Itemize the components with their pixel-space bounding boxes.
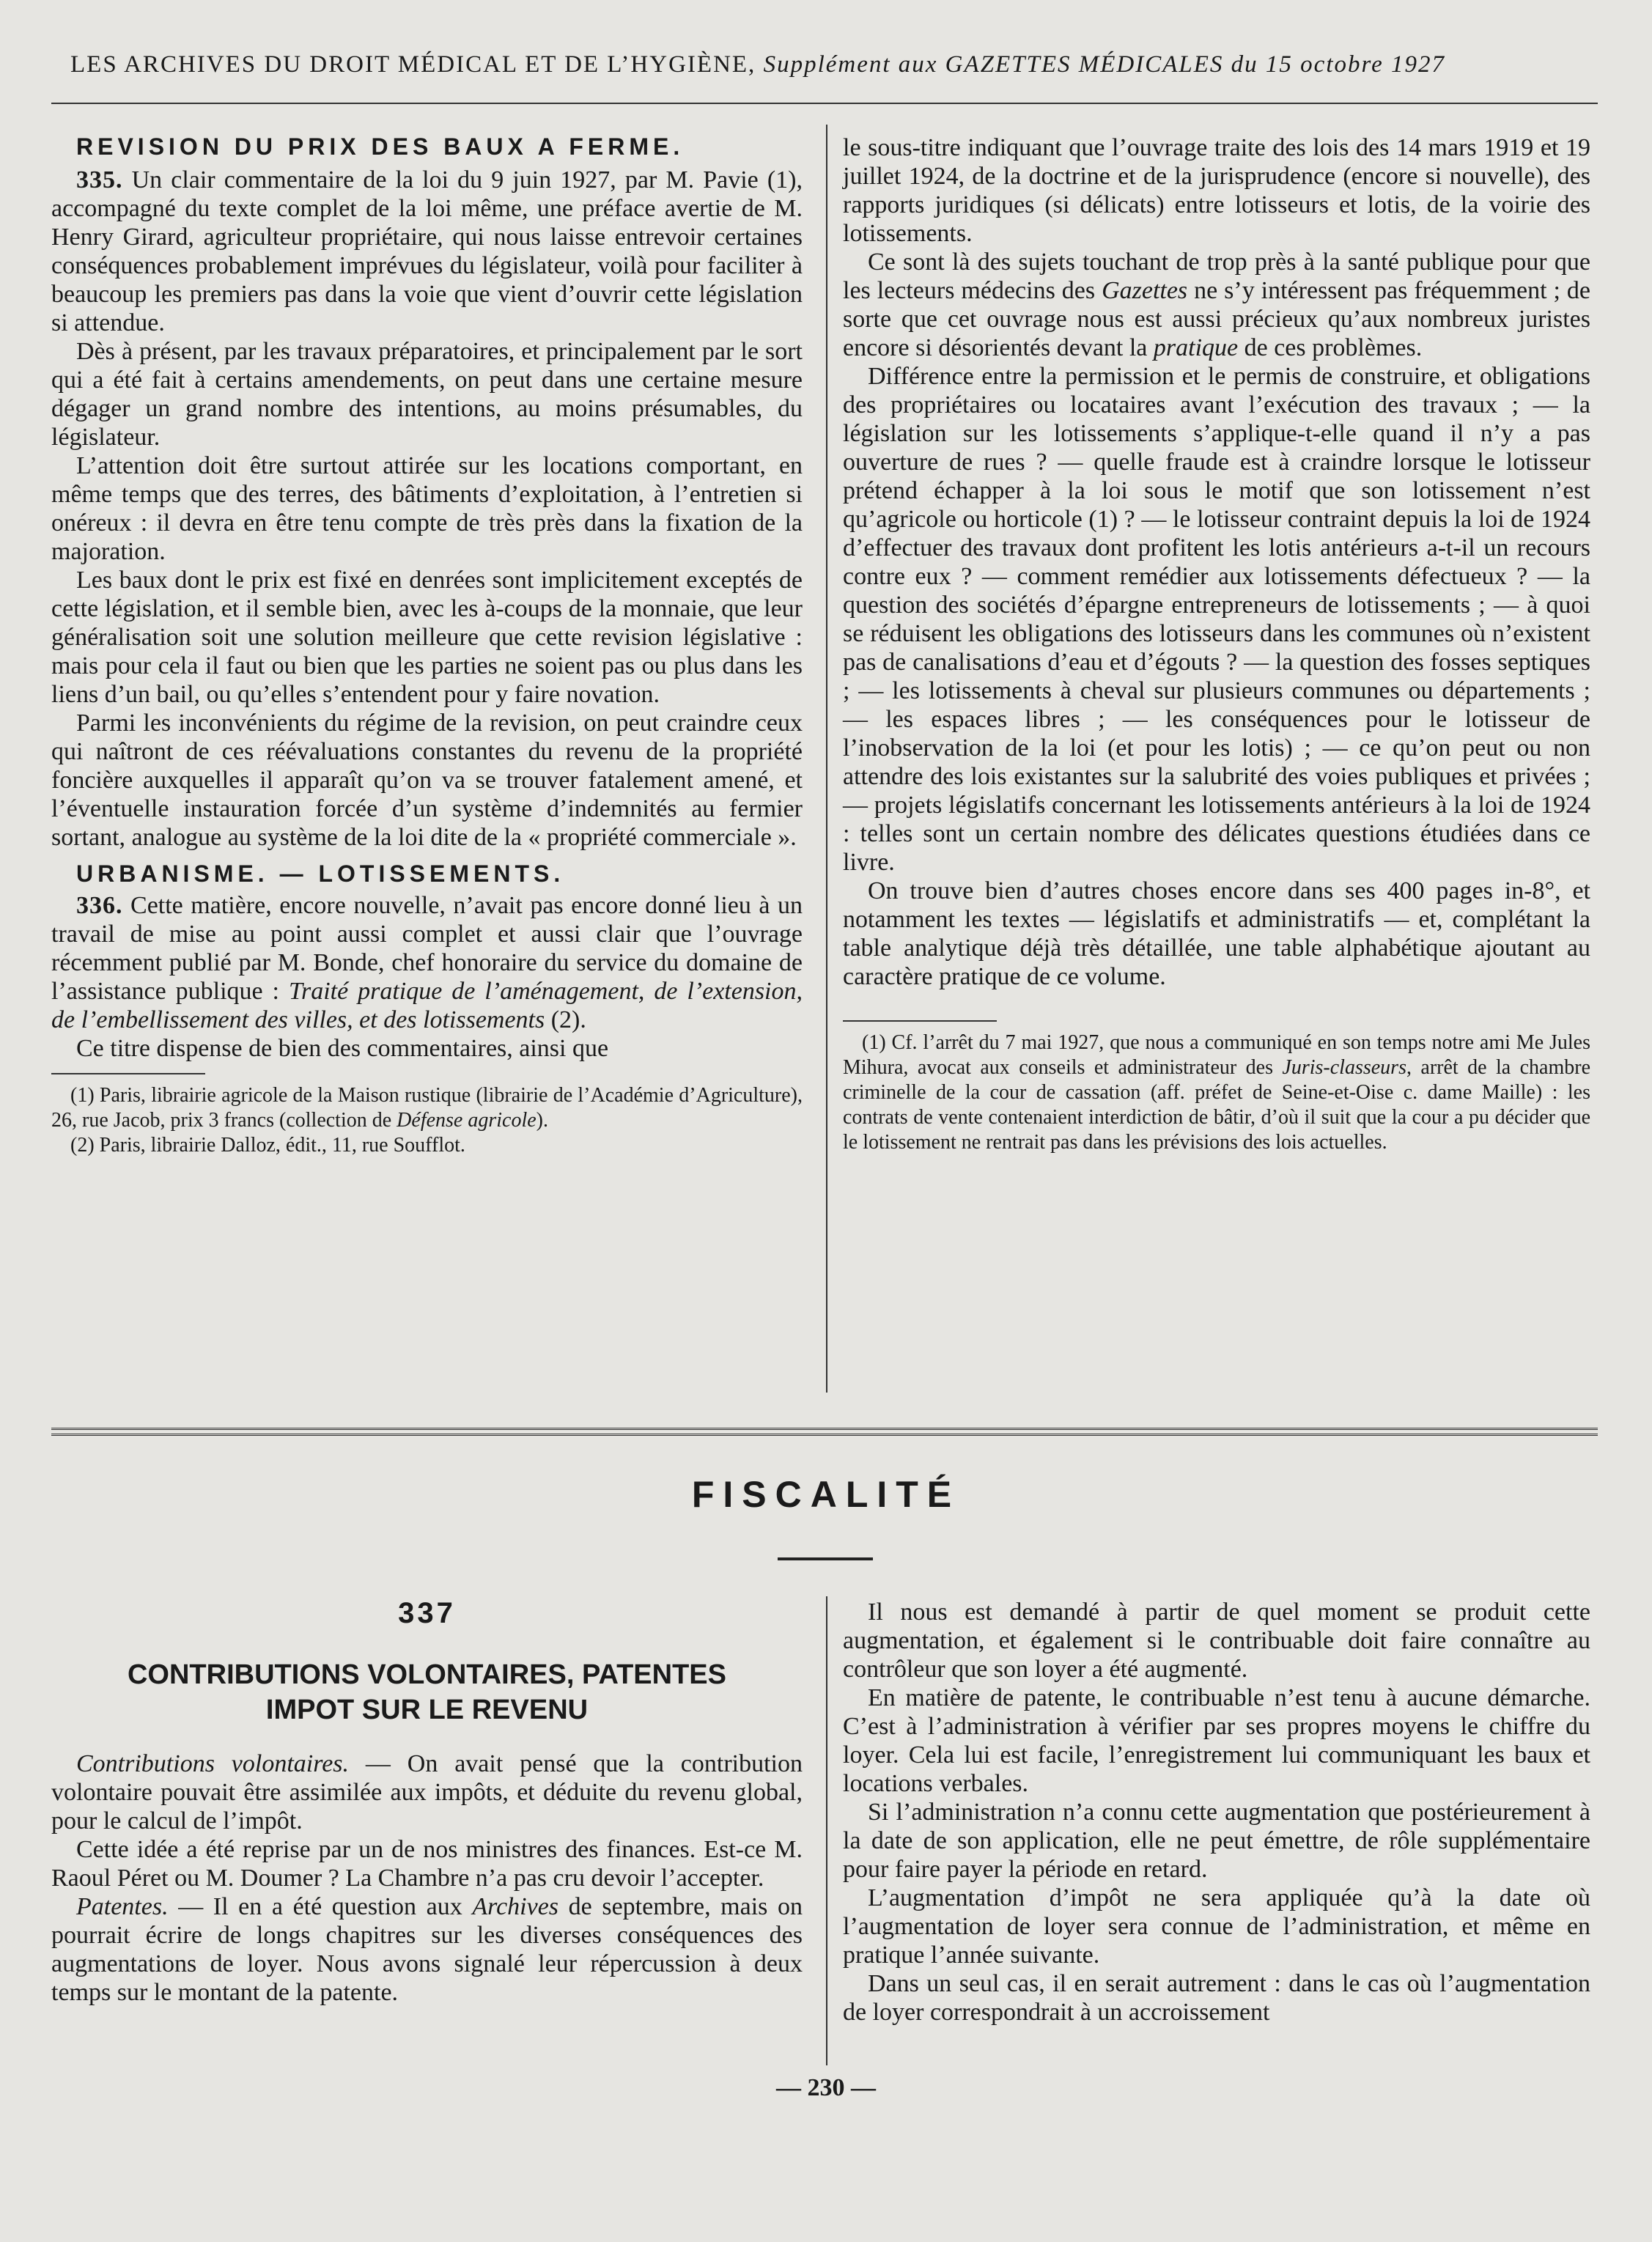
paragraph: Ce titre dispense de bien des commentaires, ainsi que [76, 1035, 609, 1062]
column-divider-top [826, 125, 827, 1393]
subheading-patentes: Patentes. [76, 1893, 169, 1920]
article-number-337: 337 [398, 1597, 456, 1629]
running-header [70, 51, 1580, 78]
footnote-ref: (2). [550, 1006, 586, 1033]
paragraph [51, 1892, 803, 2007]
title-underline [778, 1557, 873, 1560]
header-suffix: Supplément aux GAZETTES MÉDICALES du 15 octobre 1927 [763, 51, 1446, 78]
header-prefix: LES ARCHIVES DU DROIT MÉDICAL ET DE L’HYGIÈNE, [70, 51, 756, 78]
journal-name: Archives [472, 1893, 559, 1920]
paragraph-text: Ce sont là des sujets touchant de trop près à la santé publique pour que les lecteurs médecins des [843, 248, 1590, 304]
column-divider-bottom [826, 1596, 827, 2065]
paragraph: Différence entre la permission et le permis de construire, et obligations des propriétaires ou locataires avant l’exécution des travaux ; — la législation sur les lotissements s’applique-t-elle quand il n’y a pas ouverture de rues ? — quelle fraude est à craindre lorsque le lotisseur prétend échapper à la loi sous le motif que son lotissement n’est qu’agricole ou horticole (1) ? — le lotisseur contraint depuis la loi de 1924 d’effectuer des travaux dont profitent les lotis antérieurs a-t-il un recours contre eux ? — comment remédier aux lotissements défectueux ? — la question des sociétés d’épargne entrepreneurs de lotissements ; — à quoi se réduisent les obligations des lotisseurs dans les communes où n’existent pas de canalisations d’eau et d’égouts ? — la question des fosses septiques ; — les lotissements à cheval sur plusieurs communes ou départements ; — les espaces libres ; — les conséquences pour le lotisseur de l’inobservation de la loi (et pour les lotis) ; — ce qu’on peut ou non attendre des lois existantes sur la salubrité des voies publiques et privées ; — projets législatifs concernant les lotissements antérieurs à la loi de 1924 : telles sont un certain nombre des délicates questions étudiées dans ce livre. [843, 363, 1590, 876]
paragraph-text: de ces problèmes. [1244, 334, 1423, 361]
section-heading-urbanisme: URBANISME. — LOTISSEMENTS. [76, 860, 565, 887]
footnote-rule [843, 1020, 997, 1022]
paragraph [843, 248, 1590, 362]
footnote-1-right [843, 1030, 1590, 1155]
paragraph-336 [51, 891, 803, 1034]
article-title-line-1: CONTRIBUTIONS VOLONTAIRES, PATENTES [127, 1659, 727, 1690]
article-number-335: 335. [76, 166, 123, 193]
paragraph: Il nous est demandé à partir de quel moment se produit cette augmentation, et également si le contribuable doit faire connaître au contrôleur que son loyer a été augmenté. [843, 1598, 1590, 1683]
footnote-1-text: (1) Paris, librairie agricole de la Maison rustique (librairie de l’Académie d’Agriculture), 26, rue Jacob, prix 3 francs (collection de [51, 1084, 803, 1132]
subheading-contributions: Contributions volontaires. [76, 1750, 350, 1777]
paragraph: En matière de patente, le contribuable n’est tenu à aucune démarche. C’est à l’administration à vérifier par ses propres moyens le chiffre du loyer. Cela lui est facile, l’enregistrement lui communiquant les baux et locations verbales. [843, 1684, 1590, 1797]
footnote-1-collection: Défense agricole [397, 1109, 536, 1132]
footnote-text: , arrêt de la chambre criminelle de la cour de cassation (aff. préfet de Seine-et-Oise c. dame Maille) : les contrats de vente contenaient interdiction de bâtir, d’où il suit que la cour a pu décider que le lotissement ne rentrait pas dans les prévisions des lois actuelles. [843, 1056, 1591, 1154]
left-column-top [51, 133, 803, 1158]
paragraph [51, 1749, 803, 1835]
paragraph: L’augmentation d’impôt ne sera appliquée qu’à la date où l’augmentation de loyer sera connue de l’administration, et même en pratique l’année suivante. [843, 1884, 1590, 1969]
paragraph: Cette idée a été reprise par un de nos ministres des finances. Est-ce M. Raoul Péret ou M. Doumer ? La Chambre n’a pas cru devoir l’accepter. [51, 1836, 803, 1892]
footnote-publication: Juris-classeurs [1282, 1056, 1406, 1079]
paragraph: Dès à présent, par les travaux préparatoires, et principalement par le sort qui a été fait à certains amendements, on peut dans une certaine mesure dégager un grand nombre des intentions, au moins présumables, du législateur. [51, 338, 803, 451]
article-title-line-2: IMPOT SUR LE REVENU [265, 1695, 589, 1725]
paragraph-text: — Il en a été question aux [178, 1893, 462, 1920]
paragraph-335 [51, 166, 803, 337]
footnote-1 [51, 1083, 803, 1133]
paragraph: le sous-titre indiquant que l’ouvrage traite des lois des 14 mars 1919 et 19 juillet 1924, de la doctrine et de la jurisprudence (encore si nouvelle), des rapports juridiques (si délicats) entre lotisseurs et lotis, de la voirie des lotissements. [843, 134, 1590, 247]
footnote-text: (1) Cf. l’arrêt du 7 mai 1927, que nous a communiqué en son temps notre ami Me Jules Mihura, avocat aux conseils et administrateur des [843, 1031, 1590, 1079]
paragraph-335-text: Un clair commentaire de la loi du 9 juin 1927, par M. Pavie (1), accompagné du texte complet de la loi même, une préface avertie de M. Henry Girard, agriculteur propriétaire, qui nous laisse entrevoir certaines conséquences probablement imprévues du législateur, voilà pour faciliter à beaucoup les premiers pas dans la voie que vient d’ouvrir cette législation si attendue. [51, 166, 803, 336]
footnote-1-end: ). [536, 1109, 548, 1132]
paragraph-336-text: Cette matière, encore nouvelle, n’avait pas encore donné lieu à un travail de mise au point aussi complet et aussi clair que l’ouvrage récemment publié par M. Bonde, chef honoraire du service du domaine de l’assistance publique : [51, 892, 803, 1005]
emphasis: pratique [1153, 334, 1239, 361]
paragraph-text: ne s’y intéressent pas fréquemment ; de sorte que cet ouvrage nous est aussi précieux qu’aux nombreux juristes encore si désorientés devant la [843, 277, 1591, 361]
section-double-rule-lower [51, 1434, 1598, 1436]
paragraph: Dans un seul cas, il en serait autrement : dans le cas où l’augmentation de loyer correspondrait à un accroissement [843, 1970, 1590, 2026]
article-title [51, 1657, 803, 1727]
header-rule [51, 103, 1598, 104]
paragraph: L’attention doit être surtout attirée sur les locations comportant, en même temps que des terres, des bâtiments d’exploitation, à l’entretien si onéreux : il devra en être tenu compte de très près dans la fixation de la majoration. [51, 452, 803, 565]
paragraph: Si l’administration n’a connu cette augmentation que postérieurement à la date de son application, elle ne peut émettre, de rôle supplémentaire pour faire payer la période en retard. [843, 1799, 1590, 1883]
paragraph: Parmi les inconvénients du régime de la revision, on peut craindre ceux qui naîtront de ces réévaluations constantes du revenu de la propriété foncière auxquelles il apparaît qu’on va se trouver fatalement amené, et l’éventuelle instauration forcée d’un système d’indemnités au fermier sortant, analogue au système de la loi dite de la « propriété commerciale ». [51, 709, 803, 851]
footnotes-left [51, 1083, 803, 1158]
left-column-bottom [51, 1590, 803, 2007]
footnotes-right [843, 1030, 1590, 1155]
right-column-bottom [843, 1598, 1590, 2027]
paragraph: Les baux dont le prix est fixé en denrées sont implicitement exceptés de cette législation, et il semble bien, avec les à-coups de la monnaie, que leur généralisation soit une solution meilleure que cette revision législative : mais pour cela il faut ou bien que les parties ne soient pas ou plus dans les liens d’un bail, ou qu’elles s’entendent pour y faire novation. [51, 567, 803, 708]
paragraph-text: de septembre, mais on pourrait écrire de longs chapitres sur les diverses conséquences des augmentations de loyer. Nous avons signalé leur répercussion à deux temps sur le montant de la patente. [51, 1893, 803, 2006]
article-number-336: 336. [76, 892, 123, 919]
paragraph: On trouve bien d’autres choses encore dans ses 400 pages in-8°, et notamment les textes — législatifs et administratifs — et, complétant la table analytique déjà très détaillée, une table alphabétique ajoutant au caractère pratique de ce volume. [843, 877, 1590, 990]
book-title: Traité pratique de l’aménagement, de l’extension, de l’embellissement des villes, et des lotissements [51, 978, 803, 1033]
section-title-fiscalite: FISCALITÉ [691, 1474, 961, 1515]
footnote-2: (2) Paris, librairie Dalloz, édit., 11, rue Soufflot. [70, 1134, 465, 1157]
paragraph-text: — On avait pensé que la contribution volontaire pouvait être assimilée aux impôts, et déduite du revenu global, pour le calcul de l’impôt. [51, 1750, 803, 1834]
journal-name: Gazettes [1102, 277, 1188, 304]
right-column-top [843, 133, 1590, 1155]
page-number: — 230 — [776, 2074, 876, 2101]
section-double-rule [51, 1428, 1598, 1430]
footnote-rule [51, 1073, 205, 1074]
section-heading-baux: REVISION DU PRIX DES BAUX A FERME. [76, 133, 685, 160]
